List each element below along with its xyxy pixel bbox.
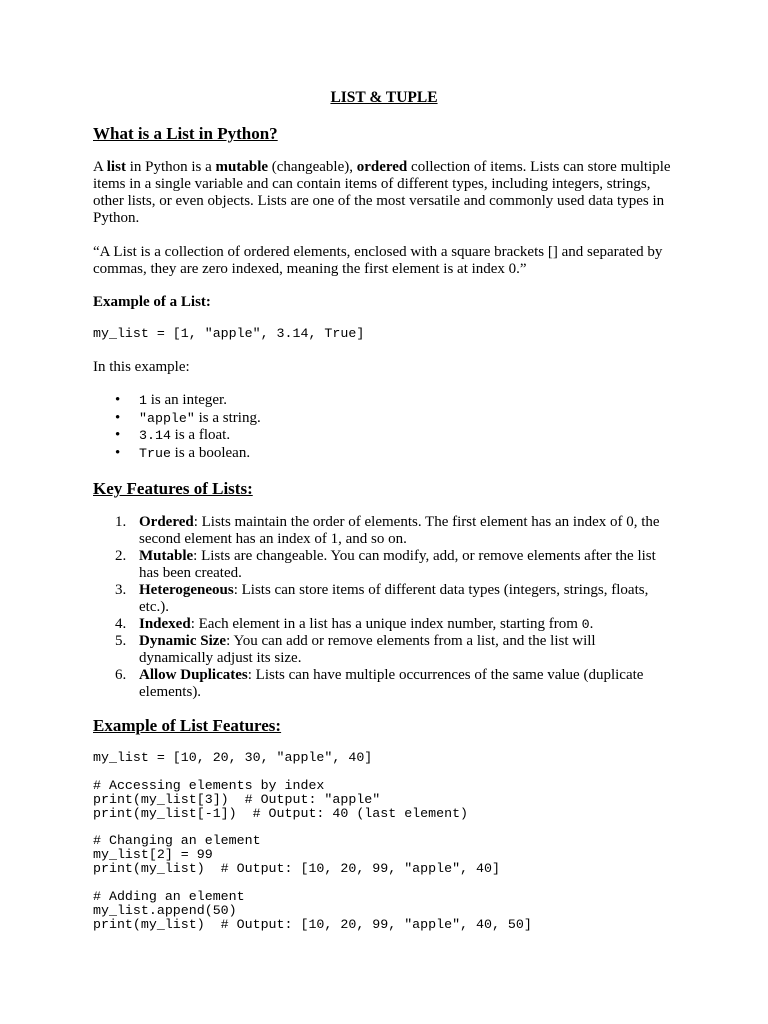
- feature-text: : Lists are changeable. You can modify, add, or remove elements after the list has been created.: [139, 548, 656, 581]
- bullet-icon: •: [115, 392, 121, 408]
- feature-number: 4.: [115, 616, 127, 632]
- feature-term: Dynamic Size: [139, 633, 227, 649]
- feature-term: Heterogeneous: [139, 582, 234, 598]
- feature-number: 2.: [115, 548, 127, 564]
- intro-text-2: in Python is a: [125, 159, 216, 175]
- feature-term: Mutable: [139, 548, 194, 564]
- bullet-code: "apple": [139, 410, 195, 426]
- feature-item: [93, 582, 673, 616]
- feature-tail: .: [589, 616, 594, 632]
- feature-number: 1.: [115, 514, 127, 530]
- section-heading-what-is-list: What is a List in Python?: [93, 124, 278, 143]
- list-item: [93, 410, 261, 428]
- feature-item: [93, 548, 673, 582]
- feature-text: : You can add or remove elements from a list, and the list will dynamically adjust its size.: [139, 633, 596, 666]
- features-list: [93, 514, 673, 701]
- feature-number: 6.: [115, 667, 127, 683]
- list-item: [93, 445, 261, 463]
- bullet-code: 3.14: [139, 428, 171, 443]
- feature-item: [93, 514, 673, 548]
- bullet-icon: •: [115, 444, 121, 461]
- feature-term: Allow Duplicates: [139, 667, 248, 683]
- intro-text-3: (changeable),: [268, 159, 357, 175]
- bullet-text: is an integer.: [146, 392, 227, 408]
- intro-bold-ordered: ordered: [356, 159, 408, 175]
- feature-term: Indexed: [139, 616, 191, 632]
- feature-number: 3.: [115, 582, 127, 598]
- intro-text-1: A: [93, 159, 107, 175]
- section-heading-key-features: Key Features of Lists:: [93, 479, 253, 498]
- bullet-text: is a float.: [170, 427, 231, 443]
- page-title: LIST & TUPLE: [330, 89, 438, 106]
- list-item: [93, 392, 261, 410]
- intro-bold-mutable: mutable: [215, 159, 269, 175]
- intro-bold-list: list: [106, 159, 126, 175]
- list-item: [93, 427, 261, 445]
- example-code: my_list = [1, "apple", 3.14, True]: [93, 326, 365, 341]
- bullet-code: 1: [139, 393, 147, 408]
- feature-number: 5.: [115, 633, 127, 649]
- bullet-code: True: [139, 445, 171, 461]
- in-this-example-label: In this example:: [93, 359, 190, 375]
- definition-quote: “A List is a collection of ordered elements, enclosed with a square brackets [] and separated by commas, they are zero indexed, meaning the first element is at index 0.”: [93, 244, 663, 277]
- feature-text: : Each element in a list has a unique index number, starting from: [190, 616, 582, 632]
- bullet-text: is a string.: [194, 409, 261, 426]
- intro-text-4: collection of items. Lists can store multiple items in a single variable and can contain items of different types, including integers, strings, other lists, or even objects. Lists are one of the most versatile and commonly used data types in Python.: [93, 159, 671, 226]
- feature-term: Ordered: [139, 514, 194, 530]
- example-heading: Example of a List:: [93, 294, 211, 310]
- feature-code: 0: [581, 617, 590, 632]
- section-heading-example-features: Example of List Features:: [93, 716, 282, 735]
- feature-item: [93, 633, 673, 667]
- features-code-block: my_list = [10, 20, 30, "apple", 40] # Accessing elements by index print(my_list[3]) # Output: "apple" print(my_list[-1]) # Output: 40 (last element) # Changing an element my_list[2] = 99 print(my_list) # Output: [10, 20, 99, "apple", 40] # Adding an element my_list.append(50) print(my_list) # Output: [10, 20, 99, "apple", 40, 50]: [93, 750, 532, 932]
- feature-item: [93, 616, 673, 633]
- bullet-icon: •: [115, 409, 121, 426]
- feature-text: : Lists can have multiple occurrences of the same value (duplicate elements).: [139, 667, 644, 700]
- bullet-text: is a boolean.: [170, 444, 251, 461]
- feature-text: : Lists can store items of different data types (integers, strings, floats, etc.).: [139, 582, 649, 615]
- feature-item: [93, 667, 673, 701]
- bullet-icon: •: [115, 427, 121, 443]
- example-bullet-list: [93, 392, 261, 462]
- intro-paragraph: [93, 159, 683, 227]
- feature-text: : Lists maintain the order of elements. The first element has an index of 0, the second element has an index of 1, and so on.: [139, 514, 660, 547]
